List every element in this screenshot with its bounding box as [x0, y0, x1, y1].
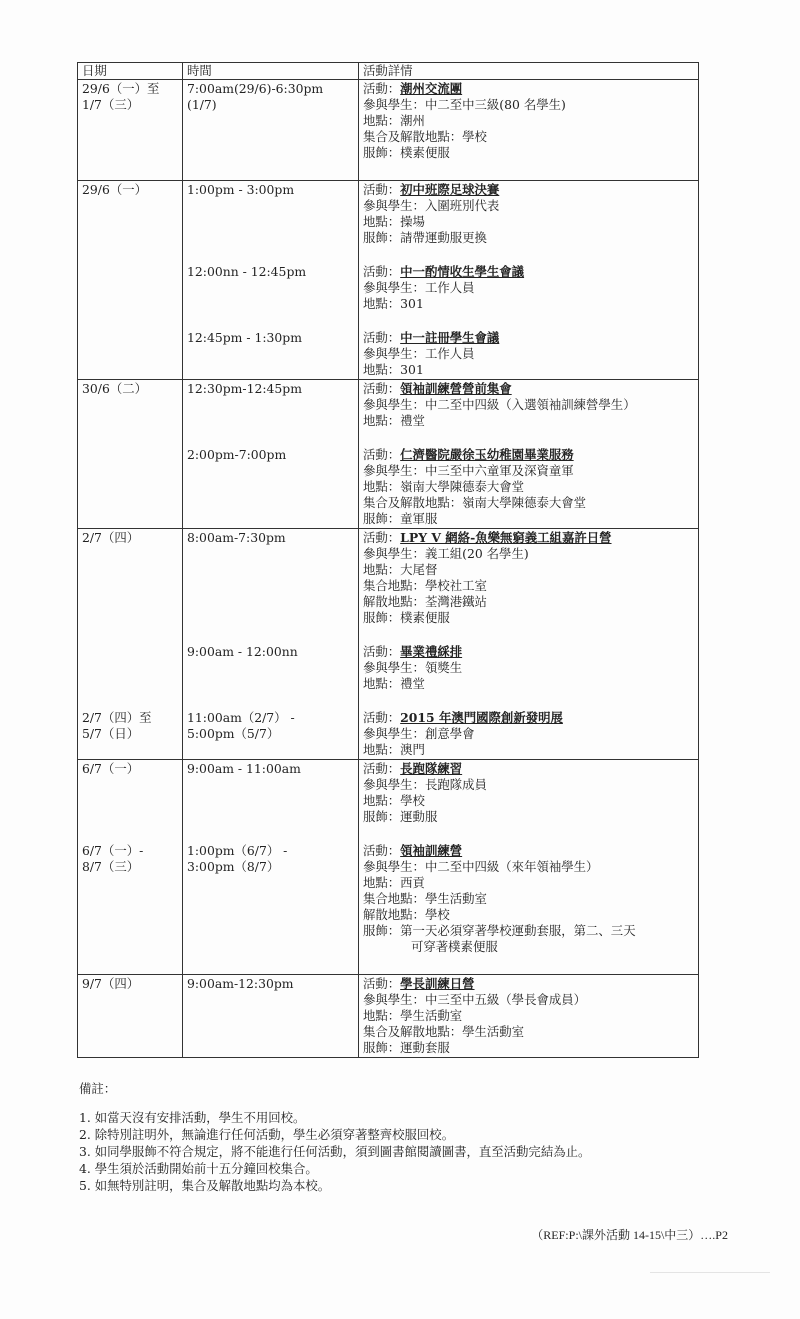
activity-detail: 參與學生：義工組(20 名學生): [363, 546, 529, 561]
activity-title-line: [363, 447, 694, 463]
activity-block: [363, 976, 694, 1056]
activity-detail: 地點：禮堂: [363, 676, 425, 691]
time-block: [187, 843, 354, 955]
activity-detail: 地點：學校: [363, 793, 425, 808]
activity-title-line: [363, 976, 694, 992]
activity-title-line: [363, 761, 694, 777]
date-text: 1/7（三）: [82, 97, 140, 112]
date-text: 6/7（一）-: [82, 843, 144, 858]
date-block: [82, 761, 178, 825]
activity-title-line: [363, 644, 694, 660]
note-item: 4. 學生須於活動開始前十五分鐘回校集合。: [79, 1161, 318, 1176]
time-block: [187, 530, 354, 626]
activity-detail: 集合及解散地點：學校: [363, 129, 487, 144]
note-item: 1. 如當天沒有安排活動，學生不用回校。: [79, 1110, 306, 1125]
activity-detail: 集合地點：學校社工室: [363, 578, 487, 593]
activity-title: 學長訓練日營: [400, 976, 475, 991]
header-details: 活動詳情: [359, 63, 699, 80]
activity-detail: 地點：學生活動室: [363, 1008, 463, 1023]
activity-title-line: [363, 330, 694, 346]
activity-title: 領袖訓練營營前集會: [400, 381, 512, 396]
activity-block: [363, 264, 694, 312]
activity-block: [363, 182, 694, 246]
activity-label: 活動：: [363, 761, 401, 776]
date-block: [82, 264, 178, 312]
activity-label: 活動：: [363, 330, 401, 345]
activity-label: 活動：: [363, 710, 401, 725]
activity-detail: 參與學生：創意學會: [363, 726, 475, 741]
activity-title: 中一酌情收生學生會議: [400, 264, 525, 279]
notes-section: [79, 1080, 590, 1194]
activity-detail: 解散地點：荃灣港鐵站: [363, 594, 487, 609]
date-block: [82, 447, 178, 527]
date-block: [82, 381, 178, 429]
activity-block: [363, 381, 694, 429]
note-item: 3. 如同學服飾不符合規定，將不能進行任何活動，須到圖書館閱讀圖書，直至活動完結為止。: [79, 1144, 591, 1159]
activity-label: 活動：: [363, 81, 401, 96]
date-cell: [78, 380, 183, 529]
activity-block: [363, 330, 694, 378]
activity-detail: 地點：大尾督: [363, 562, 438, 577]
date-block: [82, 976, 178, 1056]
date-block: [82, 530, 178, 626]
time-text: 11:00am（2/7） -: [187, 710, 295, 725]
time-text: 8:00am-7:30pm: [187, 530, 286, 545]
activity-label: 活動：: [363, 976, 401, 991]
time-block: [187, 264, 354, 312]
activity-detail: 參與學生：入圍班別代表: [363, 198, 500, 213]
activity-detail: 服飾：運動服: [363, 809, 438, 824]
time-text: 3:00pm（8/7）: [187, 859, 280, 874]
date-block: [82, 330, 178, 378]
activity-title: 仁濟醫院嚴徐玉幼稚園畢業服務: [400, 447, 574, 462]
time-cell: [183, 380, 359, 529]
activity-detail: 參與學生：中二至中四級（入選領袖訓練營學生）: [363, 397, 636, 412]
table-row: [78, 760, 699, 975]
activity-detail: 參與學生：長跑隊成員: [363, 777, 487, 792]
header-date: 日期: [78, 63, 183, 80]
activity-title-line: [363, 710, 694, 726]
time-block: [187, 710, 354, 758]
date-text: 30/6（二）: [82, 381, 147, 396]
activity-detail: 參與學生：領獎生: [363, 660, 463, 675]
date-cell: [78, 975, 183, 1058]
details-cell: [359, 80, 699, 181]
time-text: (1/7): [187, 97, 217, 112]
time-block: [187, 761, 354, 825]
activity-detail: 參與學生：中三至中五級（學長會成員）: [363, 992, 587, 1007]
date-text: 2/7（四）至: [82, 710, 152, 725]
details-cell: [359, 380, 699, 529]
reference-code: （REF:P:\課外活動 14-15\中三）….P2: [531, 1228, 728, 1242]
activity-title: 2015 年澳門國際創新發明展: [400, 710, 563, 725]
activity-detail: 服飾：第一天必須穿著學校運動套服，第二、三天: [363, 923, 636, 938]
activity-label: 活動：: [363, 530, 401, 545]
activity-block: [363, 447, 694, 527]
time-cell: [183, 529, 359, 760]
activity-detail: 參與學生：工作人員: [363, 280, 475, 295]
date-block: [82, 644, 178, 692]
time-text: 12:30pm-12:45pm: [187, 381, 302, 396]
time-text: 7:00am(29/6)-6:30pm: [187, 81, 324, 96]
time-block: [187, 381, 354, 429]
activity-detail: 參與學生：中二至中三級(80 名學生): [363, 97, 566, 112]
activity-detail: 服飾：樸素便服: [363, 145, 450, 160]
activity-block: [363, 530, 694, 626]
time-text: 9:00am - 11:00am: [187, 761, 301, 776]
activity-block: [363, 710, 694, 758]
date-text: 6/7（一）: [82, 761, 140, 776]
notes-list: [79, 1109, 590, 1194]
activity-detail: 地點：禮堂: [363, 413, 425, 428]
activity-detail: 解散地點：學校: [363, 907, 450, 922]
scan-artifact-line: [650, 1272, 770, 1273]
activity-label: 活動：: [363, 843, 401, 858]
header-time: 時間: [183, 63, 359, 80]
details-cell: [359, 181, 699, 380]
activity-detail: 集合及解散地點：學生活動室: [363, 1024, 525, 1039]
activity-title-line: [363, 530, 694, 546]
time-text: 2:00pm-7:00pm: [187, 447, 287, 462]
activity-block: [363, 81, 694, 161]
activity-detail: 參與學生：工作人員: [363, 346, 475, 361]
activity-title: 畢業禮綵排: [400, 644, 463, 659]
table-row: [78, 80, 699, 181]
date-text: 29/6（一）: [82, 182, 147, 197]
date-cell: [78, 529, 183, 760]
table-row: [78, 181, 699, 380]
details-cell: [359, 529, 699, 760]
activity-label: 活動：: [363, 447, 401, 462]
time-text: 9:00am - 12:00nn: [187, 644, 298, 659]
time-block: [187, 81, 354, 161]
activity-detail: 服飾：請帶運動服更換: [363, 230, 487, 245]
date-block: [82, 710, 178, 758]
table-row: [78, 975, 699, 1058]
activity-detail: 地點：西貢: [363, 875, 425, 890]
date-text: 29/6（一）至: [82, 81, 160, 96]
date-block: [82, 182, 178, 246]
date-text: 2/7（四）: [82, 530, 140, 545]
time-block: [187, 644, 354, 692]
details-cell: [359, 975, 699, 1058]
table-row: [78, 529, 699, 760]
time-text: 12:45pm - 1:30pm: [187, 330, 302, 345]
activity-label: 活動：: [363, 381, 401, 396]
activity-detail: 服飾：樸素便服: [363, 610, 450, 625]
note-item: 2. 除特別註明外，無論進行任何活動，學生必須穿著整齊校服回校。: [79, 1127, 455, 1142]
date-text: 5/7（日）: [82, 726, 140, 741]
activity-title-line: [363, 182, 694, 198]
date-cell: [78, 760, 183, 975]
date-block: [82, 81, 178, 161]
time-cell: [183, 760, 359, 975]
activity-detail: 集合地點：學生活動室: [363, 891, 487, 906]
details-cell: [359, 760, 699, 975]
activity-title-line: [363, 264, 694, 280]
activity-title: 長跑隊練習: [400, 761, 463, 776]
activity-detail: 地點：嶺南大學陳德泰大會堂: [363, 479, 525, 494]
time-cell: [183, 80, 359, 181]
activity-detail: 可穿著樸素便服: [411, 939, 498, 954]
time-text: 12:00nn - 12:45pm: [187, 264, 307, 279]
activity-block: [363, 843, 694, 955]
time-block: [187, 330, 354, 378]
activity-detail: 地點：潮州: [363, 113, 425, 128]
time-text: 1:00pm（6/7） -: [187, 843, 288, 858]
activity-block: [363, 644, 694, 692]
activity-title-line: [363, 81, 694, 97]
activity-detail: 地點：澳門: [363, 742, 425, 757]
date-text: 8/7（三）: [82, 859, 140, 874]
activity-title-line: [363, 381, 694, 397]
activity-detail: 地點：301: [363, 362, 424, 377]
note-item: 5. 如無特別註明，集合及解散地點均為本校。: [79, 1178, 331, 1193]
date-text: 9/7（四）: [82, 976, 140, 991]
time-block: [187, 182, 354, 246]
activity-title: 初中班際足球決賽: [400, 182, 500, 197]
table-row: [78, 380, 699, 529]
time-text: 1:00pm - 3:00pm: [187, 182, 295, 197]
time-text: 5:00pm（5/7）: [187, 726, 280, 741]
date-cell: [78, 181, 183, 380]
time-block: [187, 447, 354, 527]
activity-label: 活動：: [363, 264, 401, 279]
time-cell: [183, 181, 359, 380]
activity-block: [363, 761, 694, 825]
activity-detail: 服飾：運動套服: [363, 1040, 450, 1055]
activity-title: 潮州交流團: [400, 81, 463, 96]
activity-label: 活動：: [363, 182, 401, 197]
activity-title: 中一註冊學生會議: [400, 330, 500, 345]
time-block: [187, 976, 354, 1056]
time-text: 9:00am-12:30pm: [187, 976, 294, 991]
activity-detail: 服飾：童軍服: [363, 511, 438, 526]
table-header-row: [78, 63, 699, 80]
date-block: [82, 843, 178, 955]
activity-label: 活動：: [363, 644, 401, 659]
activity-schedule-table: [77, 62, 699, 1058]
activity-detail: 參與學生：中二至中四級（來年領袖學生）: [363, 859, 599, 874]
time-cell: [183, 975, 359, 1058]
activity-title-line: [363, 843, 694, 859]
activity-detail: 地點：301: [363, 296, 424, 311]
date-cell: [78, 80, 183, 181]
activity-title: 領袖訓練營: [400, 843, 463, 858]
activity-title: LPY V 網絡-魚樂無窮義工組嘉許日營: [400, 530, 612, 545]
activity-detail: 地點：操場: [363, 214, 425, 229]
activity-detail: 集合及解散地點：嶺南大學陳德泰大會堂: [363, 495, 587, 510]
activity-detail: 參與學生：中三至中六童軍及深資童軍: [363, 463, 574, 478]
notes-heading: 備註：: [79, 1081, 117, 1096]
